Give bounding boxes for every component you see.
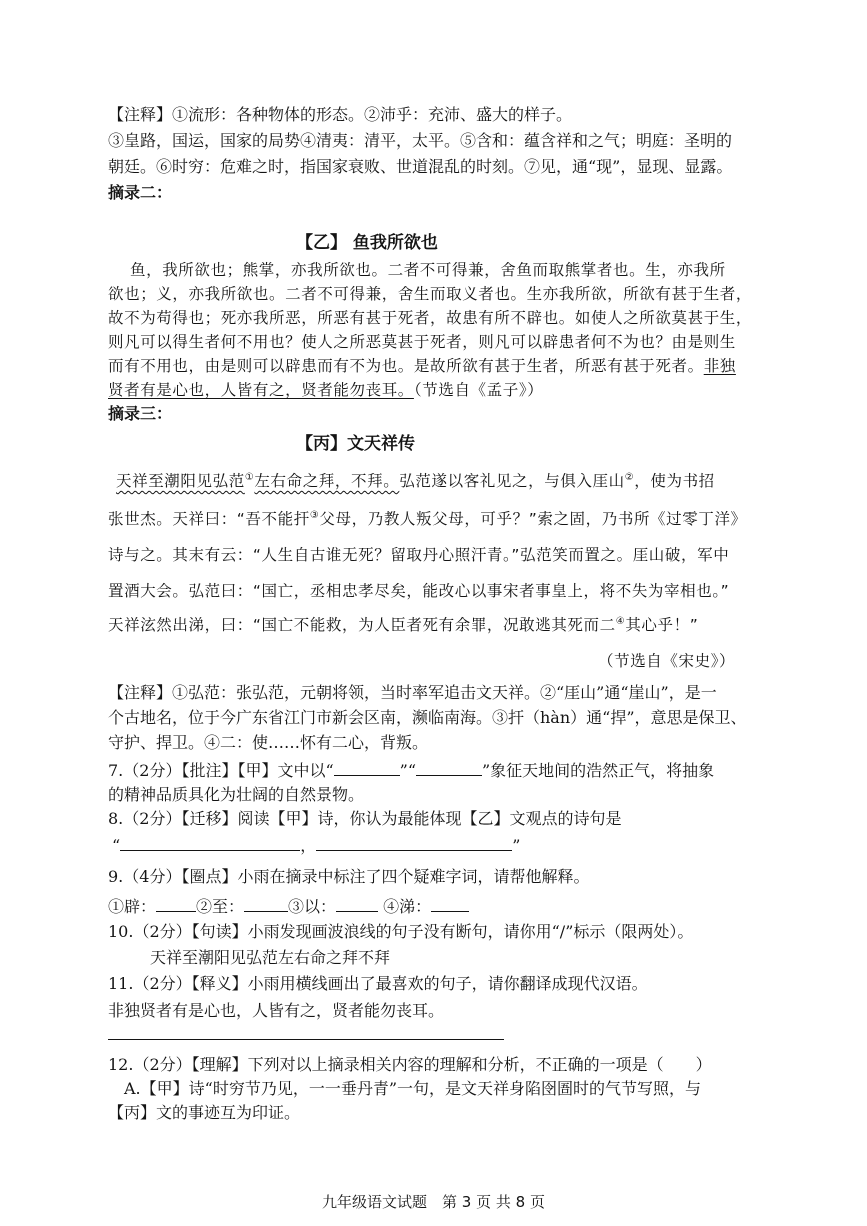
excerpt3-line2-a: 张世杰。天祥曰：“吾不能扞	[108, 510, 310, 528]
q7-blank-2[interactable]	[416, 759, 482, 776]
question-9: 9.（4分）【圈点】小雨在摘录中标注了四个疑难字词，请帮他解释。	[108, 867, 590, 886]
q9-blank-4[interactable]	[431, 895, 469, 912]
q7-text-b: ”“	[399, 761, 416, 780]
notes1-line3: 朝廷。⑥时穷：危难之时，指国家衰败、世道混乱的时刻。⑦见，通“现”，显现、显露。	[108, 157, 733, 176]
excerpt3-line3: 诗与之。其末有云：“人生自古谁无死？留取丹心照汗青。”弘范笑而置之。厓山破，军中	[108, 546, 730, 564]
question-8: 8.（2分）【迁移】阅读【甲】诗，你认为最能体现【乙】文观点的诗句是	[108, 809, 622, 828]
underlined-sentence-start: 非独	[703, 357, 736, 375]
q9-item-2: ②至：	[196, 897, 245, 916]
wavy-sentence-b: 左右命之拜，不拜。	[254, 472, 400, 490]
notes2-line2: 个古地名，位于今广东省江门市新会区南，濒临南海。③扞（hàn）通“捍”，意思是保卫、	[108, 708, 747, 727]
question-11: 11.（2分）【释义】小雨用横线画出了最喜欢的句子，请你翻译成现代汉语。	[108, 974, 648, 993]
notes1-line2: ③皇路，国运，国家的局势④清夷：清平，太平。⑤含和：蕴含祥和之气；明庭：圣明的	[108, 131, 733, 150]
question-7-line2: 的精神品质具化为壮阔的自然景物。	[108, 785, 365, 804]
q8-open-quote: “	[112, 836, 121, 855]
wavy-sentence-a: 天祥至潮阳见弘范	[116, 472, 245, 490]
q11-answer-line[interactable]	[108, 1039, 504, 1040]
q9-blank-3[interactable]	[336, 895, 378, 912]
excerpt3-line2	[108, 508, 747, 530]
q9-item-3: ③以：	[288, 897, 337, 916]
q8-close-quote: ”	[512, 836, 521, 855]
question-11-sentence: 非独贤者有是心也，人皆有之，贤者能勿丧耳。	[108, 1001, 445, 1020]
excerpt3-title: 【丙】文天祥传	[296, 434, 415, 454]
q9-item-1: ①辟：	[108, 897, 157, 916]
q12-option-a-line2: 【丙】文的事迹互为印证。	[108, 1103, 301, 1122]
excerpt3-label: 摘录三：	[108, 404, 173, 423]
question-7	[108, 759, 714, 782]
excerpt2-label: 摘录二：	[108, 183, 173, 202]
q7-text-c: ”象征天地间的浩然正气，将抽象	[482, 761, 715, 780]
excerpt2-title: 【乙】 鱼我所欲也	[296, 233, 438, 253]
footnote-mark-3: ③	[309, 509, 320, 521]
excerpt2-line5-text: 而有不用也，由是则可以辟患而有不为也。是故所欲有甚于生者，所恶有甚于死者。	[108, 357, 704, 375]
excerpt2-line6	[108, 379, 543, 401]
q12-option-a-line1: A.【甲】诗“时穷节乃见，一一垂丹青”一句，是文天祥身陷囹圄时的气节写照，与	[124, 1079, 702, 1098]
q9-item-4: ④涕：	[383, 897, 432, 916]
excerpt3-line2-b: 父母，乃教人叛父母，可乎？”索之固，乃书所《过零丁洋》	[319, 510, 747, 528]
question-12: 12.（2分）【理解】下列对以上摘录相关内容的理解和分析，不正确的一项是（ ）	[108, 1055, 712, 1074]
q7-blank-1[interactable]	[334, 759, 400, 776]
underlined-sentence-end: 贤者有是心也，人皆有之，贤者能勿丧耳。	[108, 381, 414, 399]
q8-blank-1[interactable]	[120, 834, 300, 851]
q8-comma: ，	[300, 836, 317, 855]
excerpt3-line1-rest: 弘范遂以客礼见之，与俱入厓山	[399, 472, 625, 490]
question-10: 10.（2分）【句读】小雨发现画波浪线的句子没有断句，请你用“/”标示（限两处）。	[108, 922, 694, 941]
excerpt2-source: （节选自《孟子》）	[413, 381, 544, 399]
notes2-line1: 【注释】①弘范：张弘范，元朝将领，当时率军追击文天祥。②“厓山”通“崖山”，是一	[108, 683, 717, 702]
notes1-line1: 【注释】①流形：各种物体的形态。②沛乎：充沛、盛大的样子。	[108, 105, 573, 124]
footnote-mark-1: ①	[244, 471, 255, 483]
excerpt2-line3: 故不为苟得也；死亦我所恶，所恶有甚于死者，故患有所不辟也。如使人之所欲莫甚于生，	[108, 309, 753, 327]
excerpt3-line1-end: ，使为书招	[634, 472, 715, 490]
q7-text-a: 7.（2分）【批注】【甲】文中以“	[108, 761, 334, 780]
question-8-answer-line	[112, 834, 520, 857]
page-footer: 九年级语文试题 第 3 页 共 8 页	[322, 1193, 545, 1211]
footnote-mark-4: ④	[615, 615, 626, 627]
excerpt3-line5-a: 天祥泫然出涕，曰：“国亡不能救，为人臣者死有余罪，况敢逃其死而二	[108, 616, 616, 634]
excerpt3-line1	[116, 470, 715, 492]
excerpt3-line5-b: 其心乎！”	[625, 616, 699, 634]
excerpt2-line2: 欲也；义，亦我所欲也。二者不可得兼，舍生而取义者也。生亦我所欲，所欲有甚于生者，	[108, 285, 753, 303]
q9-blank-1[interactable]	[156, 895, 196, 912]
q9-blank-2[interactable]	[244, 895, 288, 912]
footnote-mark-2: ②	[624, 471, 635, 483]
question-10-sentence: 天祥至潮阳见弘范左右命之拜不拜	[150, 948, 391, 967]
excerpt2-line4: 则凡可以得生者何不用也？使人之所恶莫甚于死者，则凡可以辟患者何不为也？由是则生	[108, 333, 736, 351]
q8-blank-2[interactable]	[316, 834, 512, 851]
notes2-line3: 守护、捍卫。④二：使……怀有二心，背叛。	[108, 733, 429, 752]
excerpt3-line5	[108, 614, 698, 636]
excerpt3-line4: 置酒大会。弘范曰：“国亡，丞相忠孝尽矣，能改心以事宋者事皇上，将不失为宰相也。”	[108, 582, 730, 600]
excerpt3-source: （节选自《宋史》）	[598, 652, 736, 670]
excerpt2-line1: 鱼，我所欲也；熊掌，亦我所欲也。二者不可得兼，舍鱼而取熊掌者也。生，亦我所	[130, 261, 726, 279]
excerpt2-line5	[108, 355, 736, 377]
question-9-items	[108, 895, 469, 918]
